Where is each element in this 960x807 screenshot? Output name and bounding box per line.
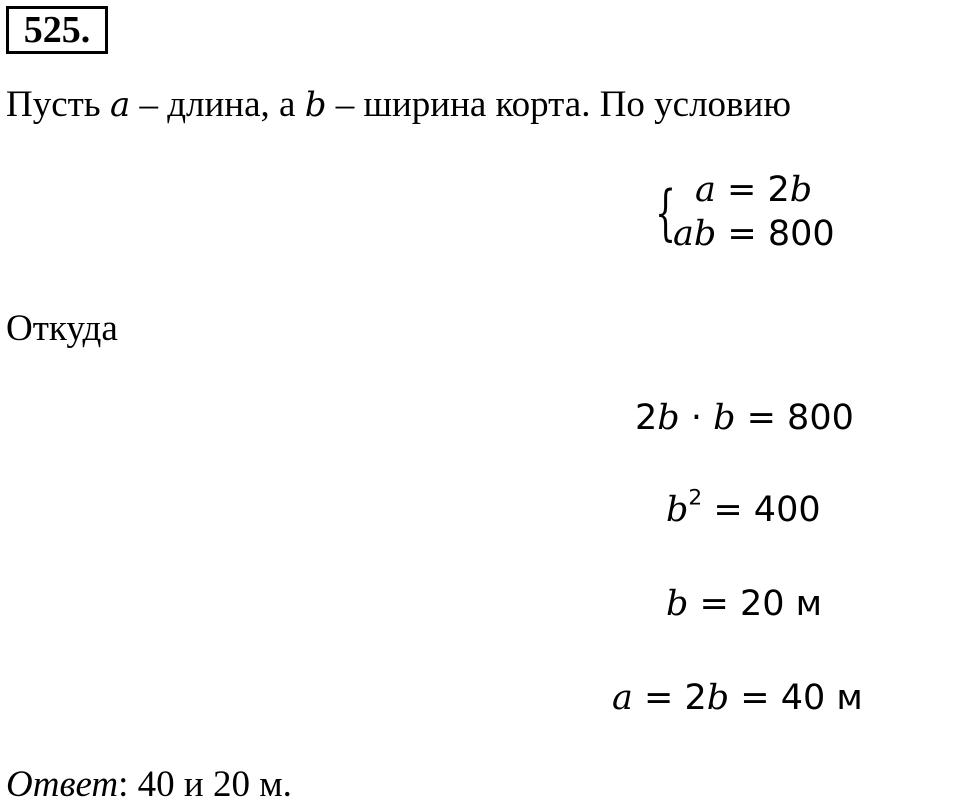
system-equation-1	[695, 168, 812, 212]
problem-number-box: 525.	[6, 6, 108, 54]
step4-var2: b	[706, 678, 730, 718]
step2-var1: b	[666, 490, 689, 530]
step2-exponent: 2	[688, 485, 703, 511]
system-equation-2	[673, 212, 835, 256]
intro-text-3: – ширина корта. По условию	[326, 84, 791, 125]
step2-part1: = 400	[702, 490, 821, 530]
step3-part1: = 20 м	[688, 584, 823, 624]
step4-var1: a	[612, 678, 633, 718]
variable-b: b	[304, 85, 327, 125]
sys1-var: b	[789, 170, 813, 210]
answer-line	[6, 763, 292, 807]
equation-step-4	[612, 674, 863, 722]
step3-var1: b	[666, 584, 689, 624]
step1-var1: b	[657, 398, 680, 438]
equation-step-3	[666, 580, 822, 628]
whence-line: Откуда	[6, 308, 118, 349]
intro-text-1: Пусть	[6, 84, 110, 125]
equation-step-2	[666, 486, 821, 534]
problem-intro-line	[6, 83, 791, 127]
variable-a: a	[109, 85, 131, 125]
sys2-lhs: ab	[673, 214, 717, 254]
answer-label: Ответ	[6, 764, 119, 805]
system-brace-icon: {	[655, 178, 677, 248]
step1-var2: b	[713, 398, 736, 438]
step1-part2: ·	[679, 398, 714, 438]
answer-text: : 40 и 20 м.	[118, 764, 292, 805]
equation-step-1	[635, 394, 854, 442]
sys1-lhs: a	[695, 170, 716, 210]
step4-part1: = 2	[632, 678, 707, 718]
sys2-rel: = 800	[716, 214, 835, 254]
sys1-rel: = 2	[715, 170, 790, 210]
step1-part3: = 800	[735, 398, 854, 438]
step4-part2: = 40 м	[729, 678, 863, 718]
intro-text-2: – длина, а	[130, 84, 305, 125]
step1-part1: 2	[635, 398, 658, 438]
